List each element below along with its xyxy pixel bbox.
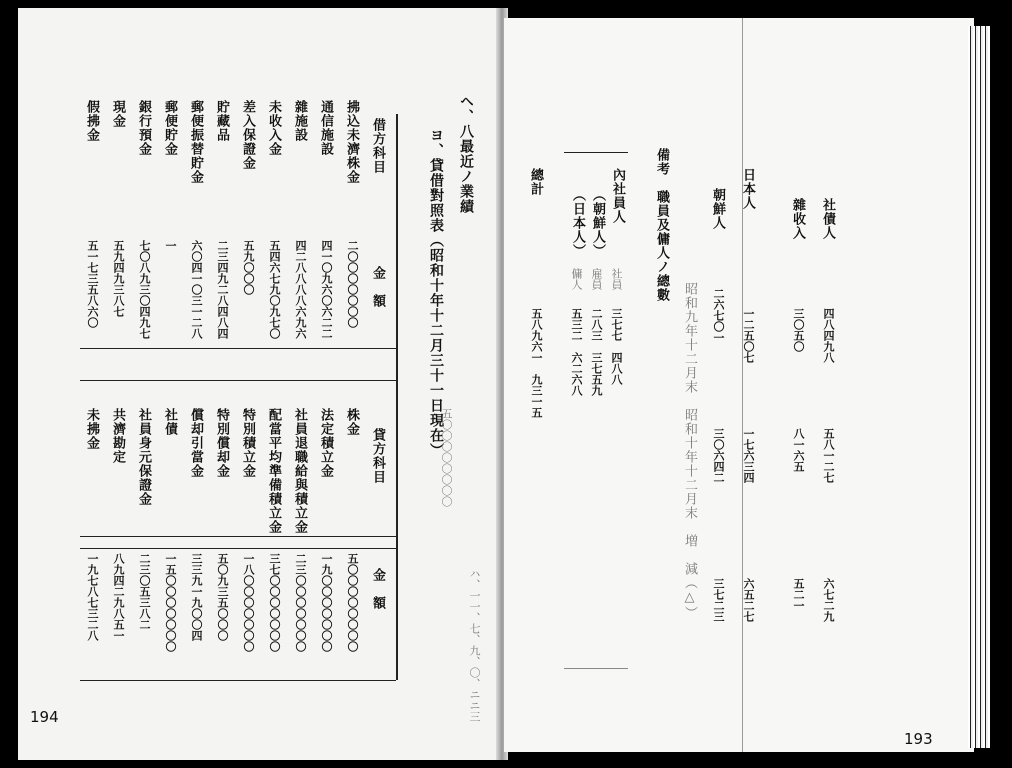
credit-row-item: 社員退職給與積立金 bbox=[292, 408, 307, 534]
credit-row-item: 株金 bbox=[344, 408, 359, 436]
bleed-line bbox=[742, 18, 743, 752]
credit-row-item: 償却引當金 bbox=[188, 408, 203, 478]
debit-row-amount: 一 bbox=[164, 240, 177, 251]
block-row-value: 五三二 六二六八 bbox=[570, 308, 583, 396]
col-d-v3: 三七二三 bbox=[712, 578, 725, 622]
debit-row-item: 雜施設 bbox=[292, 100, 307, 142]
credit-header-item: 貸方科目 bbox=[370, 428, 385, 484]
col-b-v1: 三〇五〇 bbox=[792, 308, 805, 352]
col-c-v1: 一二五〇七 bbox=[742, 308, 755, 363]
balance-sheet-subtitle: ヨ、貸借對照表（昭和十年十二月三十一日現在） bbox=[428, 128, 444, 458]
col-b-v2: 八一六五 bbox=[792, 428, 805, 472]
debit-row-item: 差入保證金 bbox=[240, 100, 255, 170]
debit-row-item: 郵便貯金 bbox=[162, 100, 177, 156]
credit-row-item: 未拂金 bbox=[84, 408, 99, 450]
faint-bleed-column-2: 五〇〇〇〇〇〇〇〇 bbox=[440, 408, 453, 507]
credit-amount-rule bbox=[80, 548, 396, 549]
right-page bbox=[504, 18, 974, 752]
left-page bbox=[18, 8, 502, 760]
block-total-value: 五八九六一 九三一五 bbox=[530, 308, 543, 418]
debit-row-amount: 五九〇〇〇 bbox=[242, 240, 255, 295]
debit-header-item: 借方科目 bbox=[370, 118, 385, 174]
table-right-rule bbox=[396, 114, 398, 680]
credit-row-amount: 二三〇五三八二 bbox=[138, 553, 151, 630]
credit-bottom-rule bbox=[80, 680, 396, 681]
block-row-label: 傭人 bbox=[570, 268, 583, 290]
block-total-label: 總計 bbox=[528, 168, 543, 196]
debit-header-amount: 金 額 bbox=[370, 266, 385, 308]
debit-bottom-rule bbox=[80, 380, 396, 381]
credit-row-amount: 三三九一九〇〇四 bbox=[190, 553, 203, 641]
debit-row-amount: 五一七三五八六〇 bbox=[86, 240, 99, 328]
credit-row-item: 社員身元保證金 bbox=[136, 408, 151, 506]
block-bottom-rule bbox=[564, 668, 628, 669]
debit-row-item: 假拂金 bbox=[84, 100, 99, 142]
col-b-label: 雜收入 bbox=[790, 198, 805, 240]
credit-row-item: 共濟勘定 bbox=[110, 408, 125, 464]
debit-row-item: 通信施設 bbox=[318, 100, 333, 156]
credit-row-item: 特別積立金 bbox=[240, 408, 255, 478]
debit-row-item: 貯藏品 bbox=[214, 100, 229, 142]
debit-row-amount: 二〇〇〇〇〇〇〇 bbox=[346, 240, 359, 328]
credit-row-amount: 三七〇〇〇〇〇〇〇 bbox=[268, 553, 281, 652]
debit-row-amount: 四一〇九六〇六二二 bbox=[320, 240, 333, 339]
credit-row-amount: 八九四二九八五一 bbox=[112, 553, 125, 641]
block-row-label: 雇員 bbox=[590, 268, 603, 290]
debit-row-amount: 四二八八八八六九六 bbox=[294, 240, 307, 339]
debit-amount-rule bbox=[80, 348, 396, 349]
col-d-v1: 二六七〇一 bbox=[712, 288, 725, 343]
credit-row-amount: 五〇〇〇〇〇〇〇〇 bbox=[346, 553, 359, 652]
credit-row-item: 法定積立金 bbox=[318, 408, 333, 478]
debit-row-amount: 五九四九三八七 bbox=[112, 240, 125, 317]
page-number-right: 193 bbox=[904, 730, 933, 748]
period-note: 昭和九年十二月末 昭和十年十二月末 増 減（△） bbox=[682, 282, 697, 620]
col-a-label: 社債人 bbox=[820, 198, 835, 240]
credit-row-amount: 二三〇〇〇〇〇〇〇 bbox=[294, 553, 307, 652]
debit-row-item: 現金 bbox=[110, 100, 125, 128]
credit-row-amount: 一九〇〇〇〇〇〇〇 bbox=[320, 553, 333, 652]
debit-row-item: 未收入金 bbox=[266, 100, 281, 156]
credit-header-amount: 金 額 bbox=[370, 568, 385, 610]
col-c-v2: 一七六三四 bbox=[742, 428, 755, 483]
block-top-rule bbox=[564, 152, 628, 153]
col-c-v3: 六五二七 bbox=[742, 578, 755, 622]
page-edges bbox=[968, 26, 990, 748]
debit-row-amount: 六〇四一〇三一二八 bbox=[190, 240, 203, 339]
debit-row-amount: 五四六七九〇九七〇 bbox=[268, 240, 281, 339]
faint-bleed-column: ハ、一一、七、九、〇、ニニ三 bbox=[468, 568, 481, 722]
block-header-3: （日本人） bbox=[570, 188, 585, 258]
credit-row-item: 社債 bbox=[162, 408, 177, 436]
col-a-v3: 六七二九 bbox=[822, 578, 835, 622]
block-row-label: 社員 bbox=[610, 268, 623, 290]
col-b-v3: 五二一 bbox=[792, 578, 805, 611]
col-d-label: 朝鮮人 bbox=[710, 188, 725, 230]
page-number-left: 194 bbox=[30, 708, 59, 726]
section-title: ヘ、八最近ノ業績 bbox=[458, 94, 474, 214]
block-header-2: （朝鮮人） bbox=[590, 188, 605, 258]
col-d-v2: 三〇六四二 bbox=[712, 428, 725, 483]
block-row-value: 二八三 三七五九 bbox=[590, 308, 603, 396]
credit-header-rule bbox=[80, 536, 396, 537]
credit-row-amount: 一五〇〇〇〇〇〇〇 bbox=[164, 553, 177, 652]
remarks-note: 備考 職員及傭人ノ總數 bbox=[654, 148, 669, 302]
col-c-label: 日本人 bbox=[740, 168, 755, 210]
credit-row-amount: 五〇九三五〇〇〇 bbox=[216, 553, 229, 641]
credit-row-item: 特別償却金 bbox=[214, 408, 229, 478]
debit-row-item: 銀行預金 bbox=[136, 100, 151, 156]
block-header-1: 內社員人 bbox=[610, 168, 625, 224]
block-row-value: 三七七 四八八 bbox=[610, 308, 623, 385]
credit-row-amount: 一八〇〇〇〇〇〇〇 bbox=[242, 553, 255, 652]
debit-row-item: 郵便振替貯金 bbox=[188, 100, 203, 184]
credit-row-amount: 一九七八七三二八 bbox=[86, 553, 99, 641]
debit-row-amount: 二三四九二八四八四 bbox=[216, 240, 229, 339]
col-a-v2: 五八一二七 bbox=[822, 428, 835, 483]
credit-row-item: 配當平均準備積立金 bbox=[266, 408, 281, 534]
col-a-v1: 四八四九八 bbox=[822, 308, 835, 363]
debit-row-item: 拂込未濟株金 bbox=[344, 100, 359, 184]
debit-row-amount: 七〇八九三〇四九七 bbox=[138, 240, 151, 339]
